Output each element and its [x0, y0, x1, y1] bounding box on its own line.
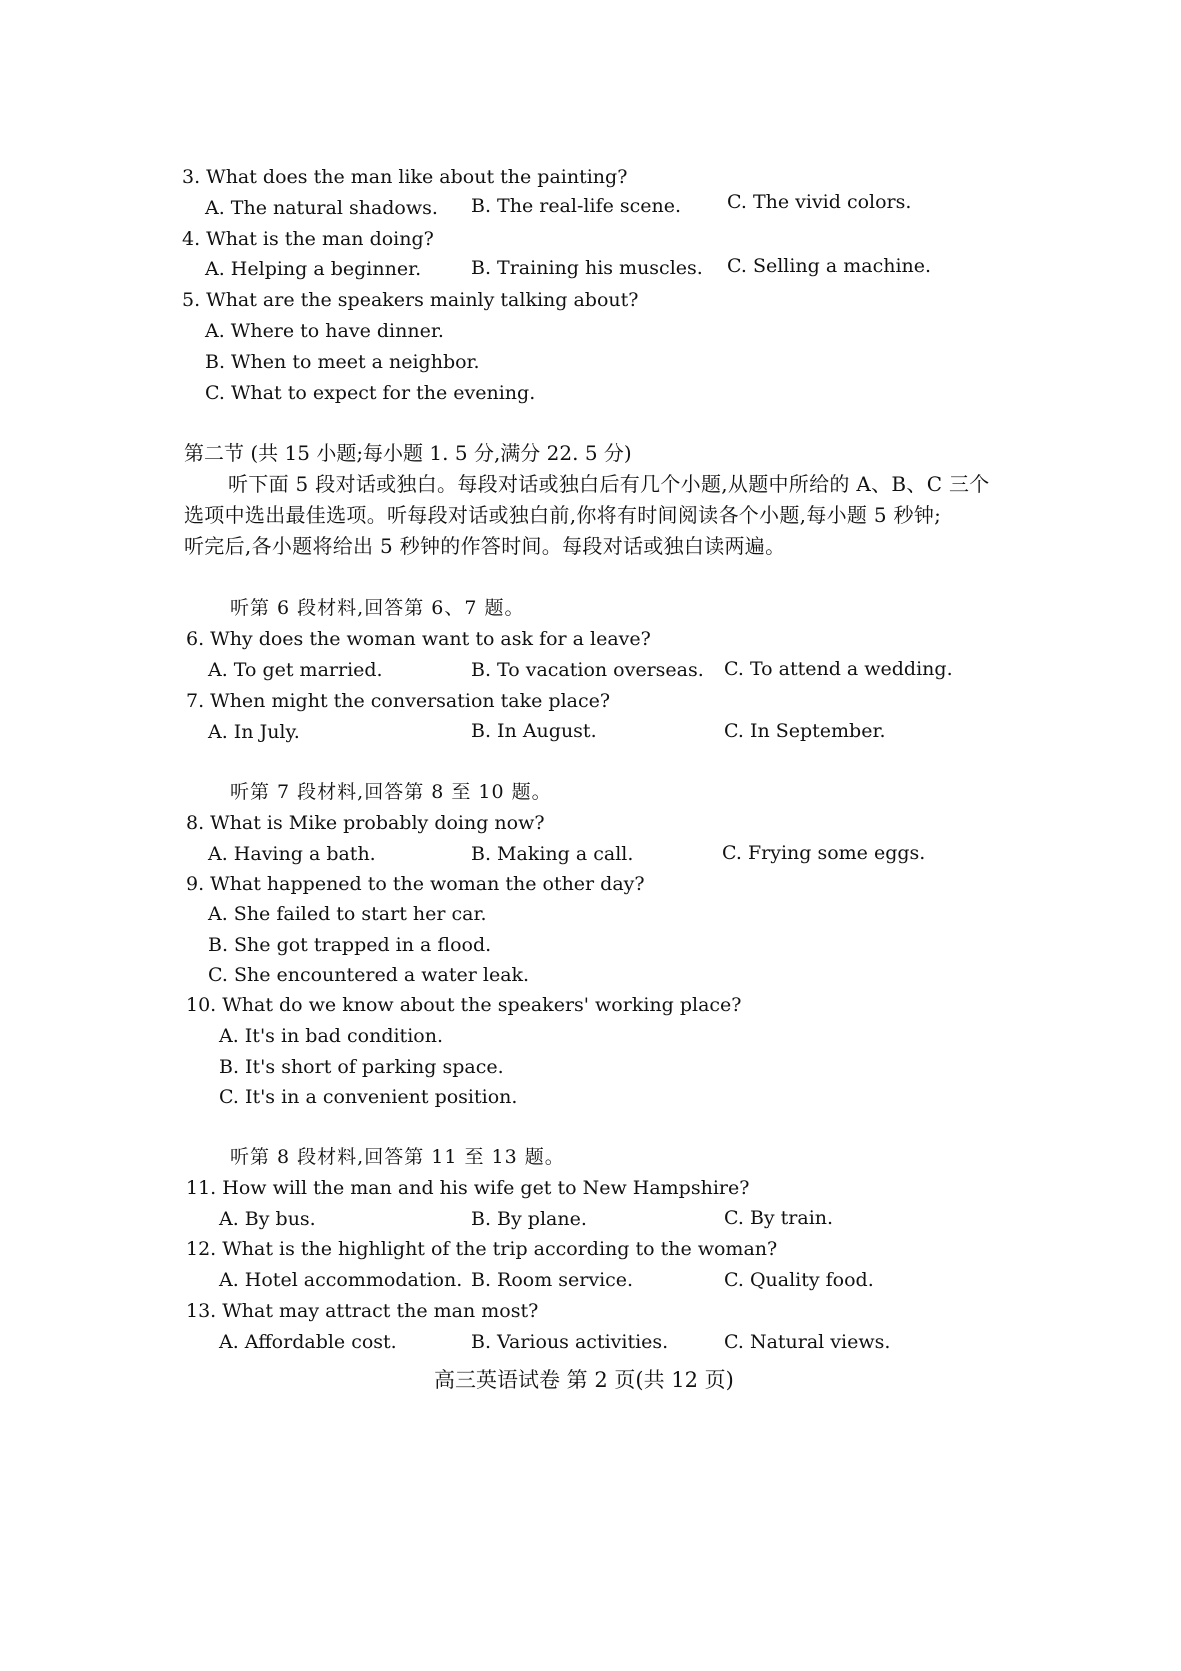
question-4-option-a: A. Helping a beginner. — [205, 258, 422, 280]
question-6-option-c: C. To attend a wedding. — [724, 658, 953, 680]
question-7-option-c: C. In September. — [724, 720, 886, 742]
question-3-option-b: B. The real-life scene. — [471, 195, 682, 217]
material-7-header: 听第 7 段材料,回答第 8 至 10 题。 — [230, 781, 552, 803]
question-5-option-a: A. Where to have dinner. — [205, 320, 444, 342]
question-9-option-c: C. She encountered a water leak. — [208, 964, 530, 986]
question-6-option-b: B. To vacation overseas. — [471, 659, 704, 681]
question-11-option-c: C. By train. — [724, 1207, 834, 1229]
question-11-option-a: A. By bus. — [219, 1208, 316, 1230]
question-6-option-a: A. To get married. — [208, 659, 383, 681]
question-12-option-b: B. Room service. — [471, 1269, 634, 1291]
question-12-option-a: A. Hotel accommodation. — [219, 1269, 463, 1291]
question-13-stem: 13. What may attract the man most? — [186, 1300, 539, 1322]
question-10-stem: 10. What do we know about the speakers' working place? — [186, 994, 742, 1016]
question-3-stem: 3. What does the man like about the painting? — [182, 166, 628, 188]
question-5-stem: 5. What are the speakers mainly talking about? — [182, 289, 639, 311]
question-4-stem: 4. What is the man doing? — [182, 228, 434, 250]
question-12-stem: 12. What is the highlight of the trip according to the woman? — [186, 1238, 778, 1260]
question-5-option-b: B. When to meet a neighbor. — [205, 351, 480, 373]
question-11-stem: 11. How will the man and his wife get to New Hampshire? — [186, 1177, 750, 1199]
section-2-title: 第二节 (共 15 小题;每小题 1. 5 分,满分 22. 5 分) — [184, 441, 632, 465]
question-6-stem: 6. Why does the woman want to ask for a leave? — [186, 628, 651, 650]
question-8-option-a: A. Having a bath. — [208, 843, 376, 865]
question-9-option-a: A. She failed to start her car. — [208, 903, 487, 925]
question-12-option-c: C. Quality food. — [724, 1269, 874, 1291]
question-13-option-b: B. Various activities. — [471, 1331, 669, 1353]
question-13-option-c: C. Natural views. — [724, 1331, 891, 1353]
question-4-option-c: C. Selling a machine. — [727, 255, 932, 277]
question-9-option-b: B. She got trapped in a flood. — [208, 934, 492, 956]
material-6-header: 听第 6 段材料,回答第 6、7 题。 — [230, 597, 525, 619]
question-10-option-b: B. It's short of parking space. — [219, 1056, 504, 1078]
question-8-option-c: C. Frying some eggs. — [722, 842, 926, 864]
question-5-option-c: C. What to expect for the evening. — [205, 382, 536, 404]
section-2-instruction-line-1: 听下面 5 段对话或独白。每段对话或独白后有几个小题,从题中所给的 A、B、C 三个 — [228, 472, 990, 496]
page-footer: 高三英语试卷 第 2 页(共 12 页) — [434, 1368, 734, 1392]
question-8-stem: 8. What is Mike probably doing now? — [186, 812, 545, 834]
question-8-option-b: B. Making a call. — [471, 843, 634, 865]
question-3-option-c: C. The vivid colors. — [727, 191, 912, 213]
question-13-option-a: A. Affordable cost. — [219, 1331, 397, 1353]
section-2-instruction-line-2: 选项中选出最佳选项。听每段对话或独白前,你将有时间阅读各个小题,每小题 5 秒钟; — [184, 503, 942, 527]
question-9-stem: 9. What happened to the woman the other day? — [186, 873, 645, 895]
question-11-option-b: B. By plane. — [471, 1208, 587, 1230]
section-2-instruction-line-3: 听完后,各小题将给出 5 秒钟的作答时间。每段对话或独白读两遍。 — [184, 534, 786, 558]
question-4-option-b: B. Training his muscles. — [471, 257, 703, 279]
material-8-header: 听第 8 段材料,回答第 11 至 13 题。 — [230, 1146, 565, 1168]
question-7-option-a: A. In July. — [208, 721, 300, 743]
question-10-option-c: C. It's in a convenient position. — [219, 1086, 518, 1108]
question-10-option-a: A. It's in bad condition. — [219, 1025, 443, 1047]
question-3-option-a: A. The natural shadows. — [205, 197, 438, 219]
question-7-option-b: B. In August. — [471, 720, 597, 742]
question-7-stem: 7. When might the conversation take place? — [186, 690, 611, 712]
